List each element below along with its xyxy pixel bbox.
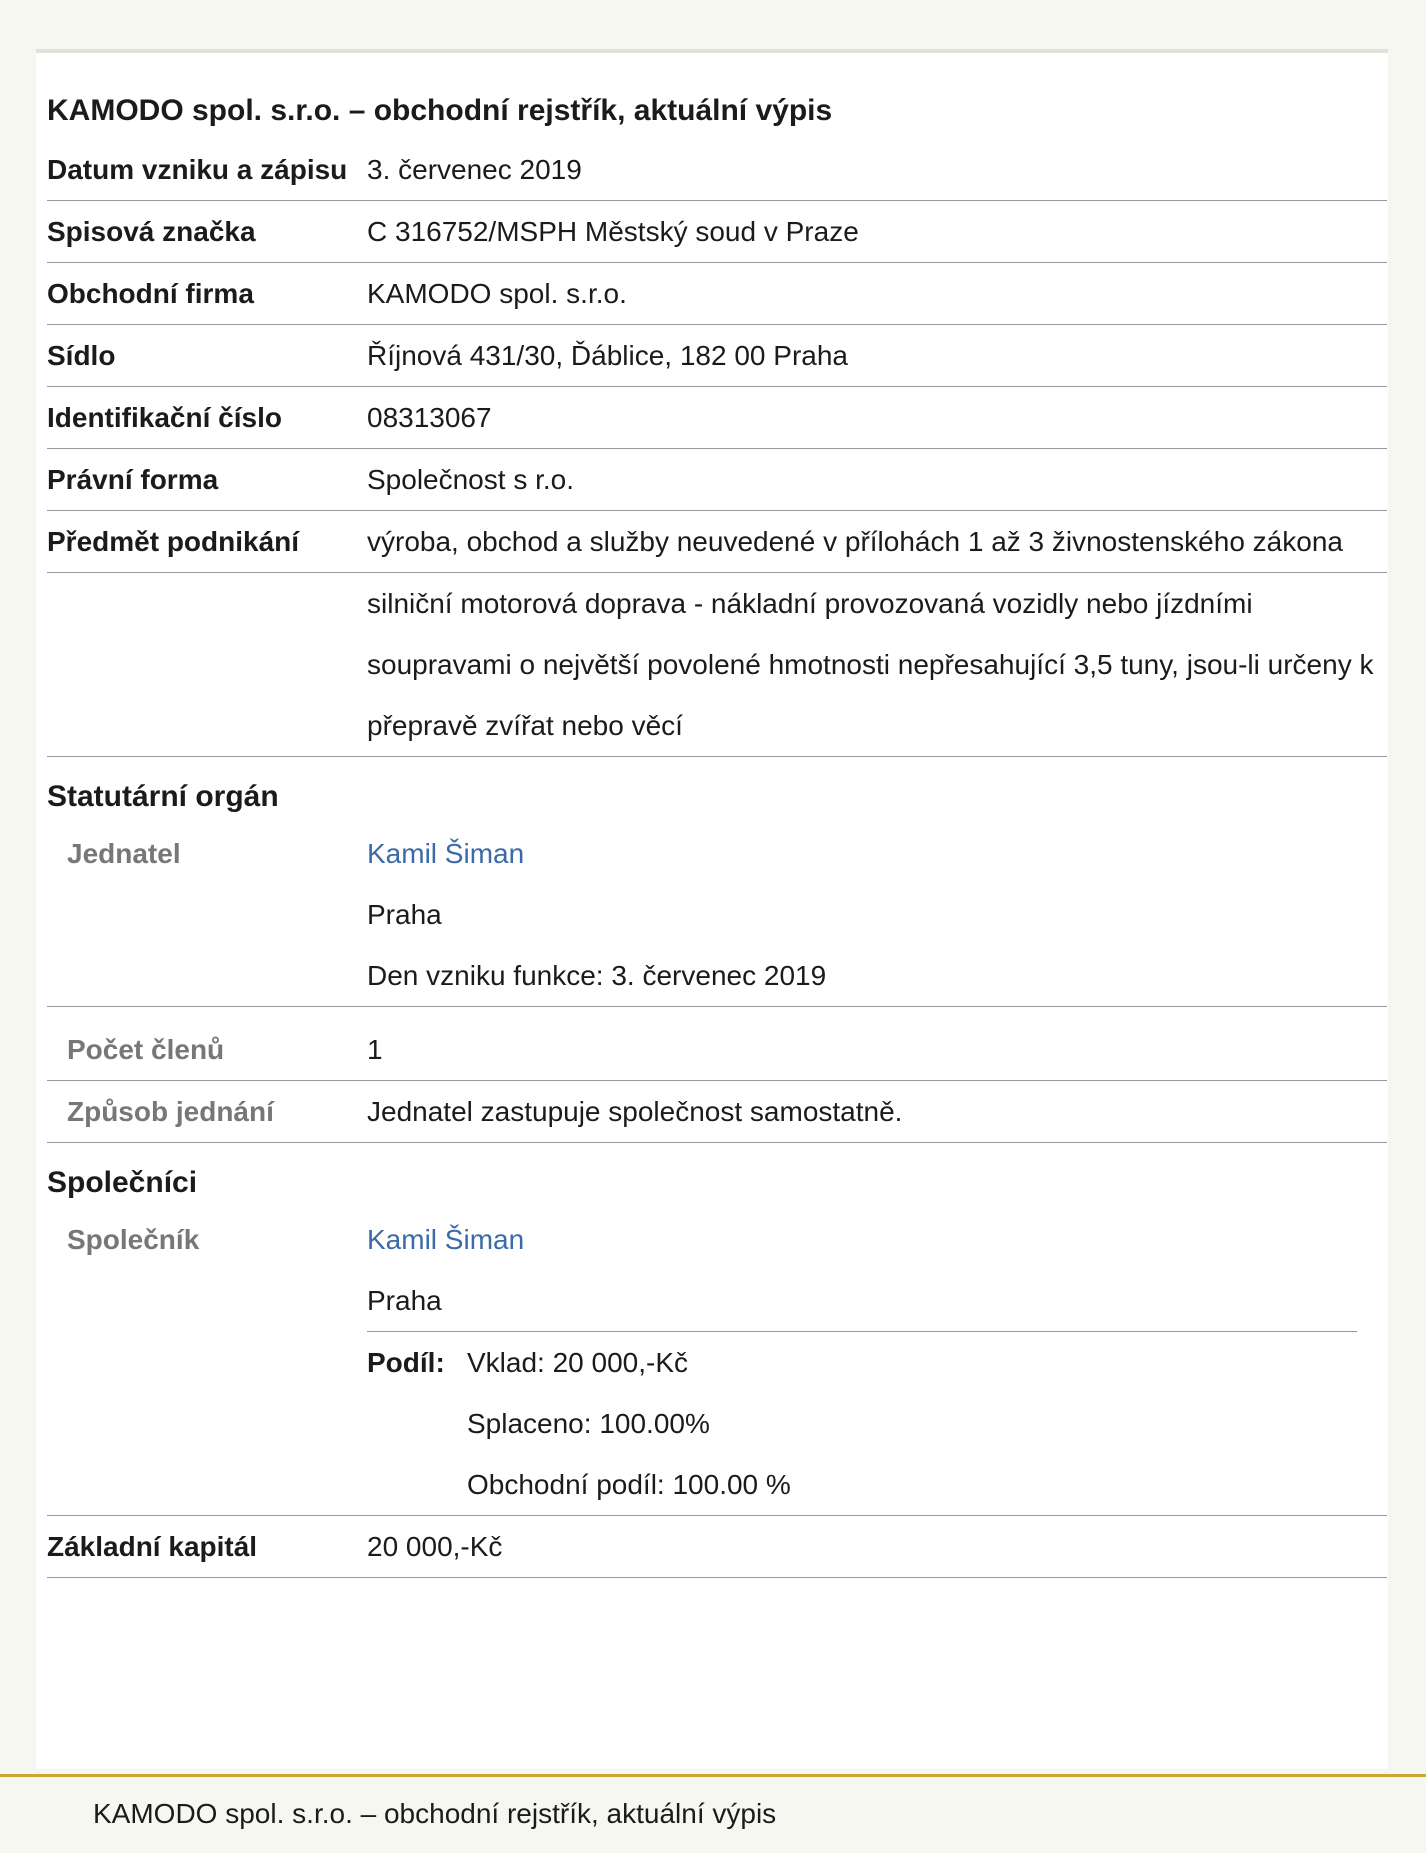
- value-zpusob-jednani: Jednatel zastupuje společnost samostatně.: [367, 1081, 1387, 1143]
- label-spisova-znacka: Spisová značka: [47, 201, 367, 263]
- row-zakladni-kapital: [47, 1516, 1387, 1578]
- value-identifikacni-cislo: 08313067: [367, 387, 1387, 449]
- row-predmet-podnikani-2: [47, 573, 1387, 757]
- value-zakladni-kapital: 20 000,-Kč: [367, 1516, 1387, 1578]
- value-pravni-forma: Společnost s r.o.: [367, 449, 1387, 511]
- value-predmet-podnikani-1: výroba, obchod a služby neuvedené v přílohách 1 až 3 živnostenského zákona: [367, 511, 1387, 573]
- register-panel: [36, 49, 1388, 1769]
- row-spolecnik: [47, 1209, 1387, 1516]
- row-zpusob-jednani: [47, 1081, 1387, 1143]
- row-sidlo: [47, 325, 1387, 387]
- podil-values: [467, 1332, 791, 1515]
- value-jednatel: [367, 823, 1387, 1007]
- jednatel-city: Praha: [367, 899, 442, 930]
- register-table: [47, 139, 1387, 1578]
- label-sidlo: Sídlo: [47, 325, 367, 387]
- jednatel-name-link[interactable]: Kamil Šiman: [367, 838, 525, 869]
- value-datum-vzniku: 3. červenec 2019: [367, 139, 1387, 201]
- value-spolecnik: [367, 1209, 1387, 1516]
- value-sidlo: Říjnová 431/30, Ďáblice, 182 00 Praha: [367, 325, 1387, 387]
- label-spolecnik: Společník: [47, 1209, 367, 1516]
- footer: [0, 1774, 1426, 1853]
- value-obchodni-firma: KAMODO spol. s.r.o.: [367, 263, 1387, 325]
- label-predmet-podnikani: Předmět podnikání: [47, 511, 367, 573]
- row-pravni-forma: [47, 449, 1387, 511]
- spolecnik-city: Praha: [367, 1285, 442, 1316]
- spolecnik-name-link[interactable]: Kamil Šiman: [367, 1224, 525, 1255]
- podil-label: Podíl:: [367, 1347, 445, 1378]
- row-obchodni-firma: [47, 263, 1387, 325]
- section-spolecnici: [47, 1143, 1387, 1210]
- podil-vklad: Vklad: 20 000,-Kč: [467, 1347, 689, 1378]
- label-pravni-forma: Právní forma: [47, 449, 367, 511]
- label-zpusob-jednani: Způsob jednání: [47, 1081, 367, 1143]
- row-jednatel: [47, 823, 1387, 1007]
- label-zakladni-kapital: Základní kapitál: [47, 1516, 367, 1578]
- footer-title: KAMODO spol. s.r.o. – obchodní rejstřík, aktuální výpis: [93, 1798, 777, 1829]
- value-pocet-clenu: 1: [367, 1007, 1387, 1081]
- row-identifikacni-cislo: [47, 387, 1387, 449]
- register-content: [47, 93, 1387, 1578]
- section-heading-spolecnici: Společníci: [47, 1166, 198, 1199]
- label-identifikacni-cislo: Identifikační číslo: [47, 387, 367, 449]
- section-heading-statutarni: Statutární orgán: [47, 780, 279, 813]
- podil-block: [367, 1331, 1357, 1515]
- label-datum-vzniku: Datum vzniku a zápisu: [47, 139, 367, 201]
- jednatel-since: Den vzniku funkce: 3. červenec 2019: [367, 960, 827, 991]
- value-predmet-podnikani-2: silniční motorová doprava - nákladní provozovaná vozidly nebo jízdními soupravami o největší povolené hmotnosti nepřesahující 3,5 tuny, jsou-li určeny k přepravě zvířat nebo věcí: [367, 573, 1387, 757]
- label-obchodni-firma: Obchodní firma: [47, 263, 367, 325]
- row-predmet-podnikani: [47, 511, 1387, 573]
- label-empty: [47, 573, 367, 757]
- row-pocet-clenu: [47, 1007, 1387, 1081]
- label-pocet-clenu: Počet členů: [47, 1007, 367, 1081]
- podil-splaceno: Splaceno: 100.00%: [467, 1408, 710, 1439]
- section-statutarni-organ: [47, 757, 1387, 824]
- row-datum-vzniku: [47, 139, 1387, 201]
- page-title: KAMODO spol. s.r.o. – obchodní rejstřík, aktuální výpis: [47, 94, 833, 127]
- podil-obchodni-podil: Obchodní podíl: 100.00 %: [467, 1469, 791, 1500]
- value-spisova-znacka: C 316752/MSPH Městský soud v Praze: [367, 201, 1387, 263]
- label-jednatel: Jednatel: [47, 823, 367, 1007]
- row-spisova-znacka: [47, 201, 1387, 263]
